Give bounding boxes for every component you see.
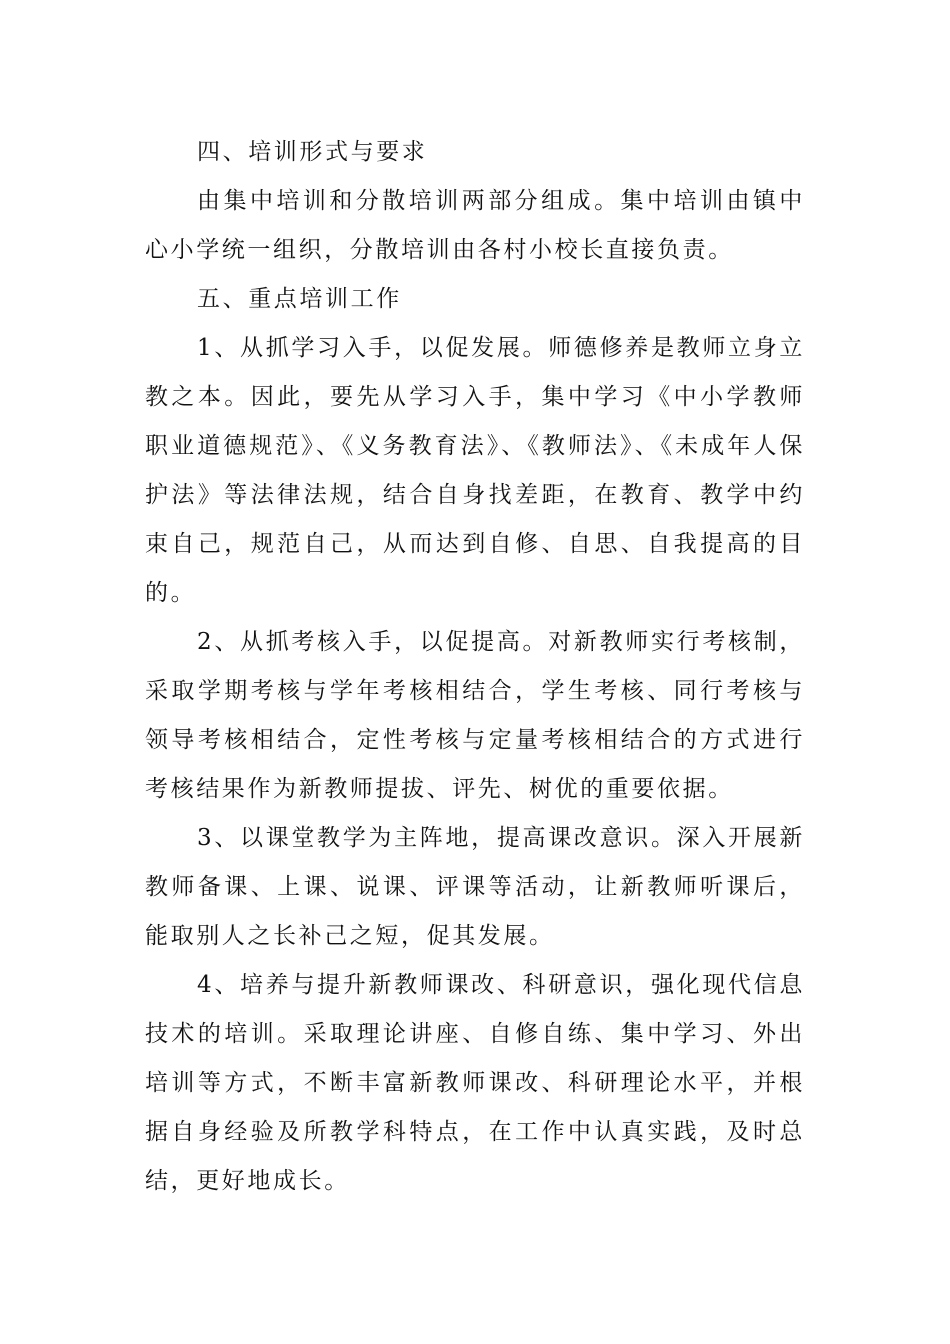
document-body — [145, 128, 805, 1206]
paragraph-item-1: 1、从抓学习入手，以促发展。师德修养是教师立身立教之本。因此，要先从学习入手，集中学习《中小学教师职业道德规范》、《义务教育法》、《教师法》、《未成年人保护法》等法律法规，结合自身找差距，在教育、教学中约束自己，规范自己，从而达到自修、自思、自我提高的目的。 — [145, 335, 805, 606]
paragraph-item-3: 3、以课堂教学为主阵地，提高课改意识。深入开展新教师备课、上课、说课、评课等活动，让新教师听课后，能取别人之长补己之短，促其发展。 — [145, 825, 805, 949]
paragraph-item-2: 2、从抓考核入手，以促提高。对新教师实行考核制，采取学期考核与学年考核相结合，学生考核、同行考核与领导考核相结合，定性考核与定量考核相结合的方式进行考核结果作为新教师提拔、评先、树优的重要依据。 — [145, 629, 805, 802]
paragraph-training-format: 由集中培训和分散培训两部分组成。集中培训由镇中心小学统一组织，分散培训由各村小校长直接负责。 — [145, 188, 805, 263]
section-heading-training-format: 四、培训形式与要求 — [197, 139, 428, 165]
paragraph-item-4: 4、培养与提升新教师课改、科研意识，强化现代信息技术的培训。采取理论讲座、自修自练、集中学习、外出培训等方式，不断丰富新教师课改、科研理论水平，并根据自身经验及所教学科特点，在工作中认真实践，及时总结，更好地成长。 — [145, 972, 805, 1194]
section-heading-key-work: 五、重点培训工作 — [197, 286, 402, 312]
